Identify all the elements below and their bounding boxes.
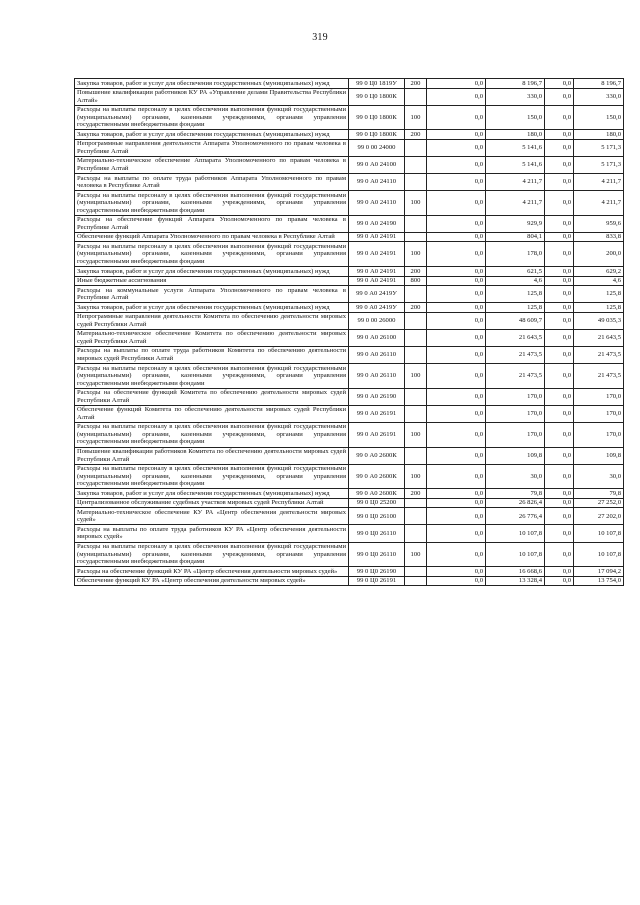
row-value-4-cell: 4,6: [574, 276, 624, 286]
row-value-1-cell: 0,0: [427, 346, 486, 363]
row-name-cell: Расходы на обеспечение функций КУ РА «Центр обеспечения деятельности мировых судей»: [75, 567, 349, 577]
row-value-1-cell: 0,0: [427, 232, 486, 242]
table-row: [75, 139, 624, 156]
row-expense-type-cell: 100: [405, 422, 427, 447]
table-row: [75, 364, 624, 389]
row-name-cell: Расходы на выплаты по оплате труда работников КУ РА «Центр обеспечения деятельности мировых судей»: [75, 525, 349, 542]
row-name-cell: Расходы на выплаты персоналу в целях обеспечения выполнения функций государственными (муниципальными) органами, казенными учреждениями, органами управления государственными внебюджетными фондами: [75, 105, 349, 130]
row-value-3-cell: 0,0: [545, 139, 574, 156]
row-name-cell: Иные бюджетные ассигнования: [75, 276, 349, 286]
row-code-cell: 99 0 Ц0 25200: [349, 498, 405, 508]
table-row: [75, 105, 624, 130]
table-row: [75, 464, 624, 489]
row-code-cell: 99 0 Ц0 1819У: [349, 79, 405, 89]
table-row: [75, 388, 624, 405]
row-expense-type-cell: [405, 215, 427, 232]
row-value-1-cell: 0,0: [427, 174, 486, 191]
row-expense-type-cell: 100: [405, 542, 427, 567]
row-value-1-cell: 0,0: [427, 464, 486, 489]
row-value-1-cell: 0,0: [427, 139, 486, 156]
table-row: [75, 267, 624, 277]
row-value-1-cell: 0,0: [427, 191, 486, 216]
row-value-4-cell: 125,8: [574, 303, 624, 313]
row-value-3-cell: 0,0: [545, 489, 574, 499]
row-code-cell: 99 0 А0 24100: [349, 156, 405, 173]
row-value-4-cell: 150,0: [574, 105, 624, 130]
row-code-cell: 99 0 Ц0 26110: [349, 542, 405, 567]
row-value-1-cell: 0,0: [427, 498, 486, 508]
row-expense-type-cell: 200: [405, 303, 427, 313]
table-row: [75, 130, 624, 140]
row-value-3-cell: 0,0: [545, 242, 574, 267]
row-value-4-cell: 109,8: [574, 447, 624, 464]
row-code-cell: 99 0 А0 26191: [349, 405, 405, 422]
row-expense-type-cell: 100: [405, 191, 427, 216]
row-name-cell: Закупка товаров, работ и услуг для обеспечения государственных (муниципальных) нужд: [75, 303, 349, 313]
row-value-3-cell: 0,0: [545, 232, 574, 242]
table-row: [75, 215, 624, 232]
row-name-cell: Расходы на выплаты персоналу в целях обеспечения выполнения функций государственными (муниципальными) органами, казенными учреждениями, органами управления государственными внебюджетными фондами: [75, 191, 349, 216]
row-value-1-cell: 0,0: [427, 525, 486, 542]
row-value-4-cell: 17 094,2: [574, 567, 624, 577]
row-value-1-cell: 0,0: [427, 242, 486, 267]
row-code-cell: 99 0 А0 24190: [349, 215, 405, 232]
row-value-4-cell: 629,2: [574, 267, 624, 277]
row-expense-type-cell: [405, 508, 427, 525]
row-value-3-cell: 0,0: [545, 508, 574, 525]
row-code-cell: 99 0 А0 2419У: [349, 286, 405, 303]
row-value-2-cell: 5 141,6: [486, 139, 545, 156]
row-value-1-cell: 0,0: [427, 267, 486, 277]
row-code-cell: 99 0 А0 24191: [349, 276, 405, 286]
row-name-cell: Непрограммные направления деятельности Комитета по обеспечению деятельности мировых судей Республики Алтай: [75, 312, 349, 329]
row-code-cell: 99 0 А0 26110: [349, 346, 405, 363]
row-value-3-cell: 0,0: [545, 174, 574, 191]
row-value-2-cell: 21 473,5: [486, 346, 545, 363]
table-row: [75, 286, 624, 303]
row-code-cell: 99 0 А0 2600К: [349, 447, 405, 464]
row-expense-type-cell: [405, 156, 427, 173]
budget-table: [74, 78, 624, 586]
row-value-3-cell: 0,0: [545, 156, 574, 173]
row-expense-type-cell: [405, 232, 427, 242]
row-value-4-cell: 13 754,0: [574, 576, 624, 586]
row-value-4-cell: 170,0: [574, 422, 624, 447]
row-name-cell: Материально-техническое обеспечение Комитета по обеспечению деятельности мировых судей Республики Алтай: [75, 329, 349, 346]
row-value-4-cell: 170,0: [574, 388, 624, 405]
row-expense-type-cell: [405, 174, 427, 191]
row-expense-type-cell: 100: [405, 242, 427, 267]
row-name-cell: Расходы на выплаты персоналу в целях обеспечения выполнения функций государственными (муниципальными) органами, казенными учреждениями, органами управления государственными внебюджетными фондами: [75, 422, 349, 447]
row-expense-type-cell: 100: [405, 105, 427, 130]
row-expense-type-cell: 200: [405, 79, 427, 89]
row-value-2-cell: 10 107,8: [486, 525, 545, 542]
table-row: [75, 329, 624, 346]
row-value-3-cell: 0,0: [545, 312, 574, 329]
table-row: [75, 156, 624, 173]
row-code-cell: 99 0 А0 2600К: [349, 464, 405, 489]
row-value-4-cell: 79,8: [574, 489, 624, 499]
row-name-cell: Материально-техническое обеспечение Аппарата Уполномоченного по правам человека в Республике Алтай: [75, 156, 349, 173]
row-code-cell: 99 0 А0 24110: [349, 174, 405, 191]
row-value-1-cell: 0,0: [427, 215, 486, 232]
row-value-2-cell: 180,0: [486, 130, 545, 140]
row-value-2-cell: 178,0: [486, 242, 545, 267]
table-row: [75, 447, 624, 464]
row-value-3-cell: 0,0: [545, 276, 574, 286]
row-value-2-cell: 16 668,6: [486, 567, 545, 577]
row-value-1-cell: 0,0: [427, 105, 486, 130]
row-code-cell: 99 0 Ц0 26190: [349, 567, 405, 577]
row-name-cell: Закупка товаров, работ и услуг для обеспечения государственных (муниципальных) нужд: [75, 489, 349, 499]
table-row: [75, 88, 624, 105]
row-expense-type-cell: 100: [405, 364, 427, 389]
row-value-4-cell: 27 202,0: [574, 508, 624, 525]
row-value-4-cell: 180,0: [574, 130, 624, 140]
row-value-2-cell: 170,0: [486, 388, 545, 405]
row-value-4-cell: 833,8: [574, 232, 624, 242]
row-value-4-cell: 10 107,8: [574, 525, 624, 542]
row-name-cell: Расходы на выплаты персоналу в целях обеспечения выполнения функций государственными (муниципальными) органами, казенными учреждениями, органами управления государственными внебюджетными фондами: [75, 242, 349, 267]
row-value-1-cell: 0,0: [427, 130, 486, 140]
row-code-cell: 99 0 А0 26100: [349, 329, 405, 346]
row-value-2-cell: 109,8: [486, 447, 545, 464]
row-value-2-cell: 929,9: [486, 215, 545, 232]
row-name-cell: Расходы на обеспечение функций Комитета по обеспечению деятельности мировых судей Республики Алтай: [75, 388, 349, 405]
row-expense-type-cell: 200: [405, 267, 427, 277]
row-value-3-cell: 0,0: [545, 464, 574, 489]
row-value-3-cell: 0,0: [545, 567, 574, 577]
row-value-3-cell: 0,0: [545, 191, 574, 216]
row-value-4-cell: 30,0: [574, 464, 624, 489]
table-row: [75, 346, 624, 363]
row-expense-type-cell: [405, 405, 427, 422]
row-value-2-cell: 21 473,5: [486, 364, 545, 389]
row-name-cell: Расходы на коммунальные услуги Аппарата Уполномоченного по правам человека в Республике Алтай: [75, 286, 349, 303]
row-name-cell: Расходы на выплаты персоналу в целях обеспечения выполнения функций государственными (муниципальными) органами, казенными учреждениями, органами управления государственными внебюджетными фондами: [75, 464, 349, 489]
row-value-3-cell: 0,0: [545, 346, 574, 363]
row-value-4-cell: 21 643,5: [574, 329, 624, 346]
row-name-cell: Закупка товаров, работ и услуг для обеспечения государственных (муниципальных) нужд: [75, 267, 349, 277]
row-expense-type-cell: [405, 312, 427, 329]
row-value-3-cell: 0,0: [545, 364, 574, 389]
row-code-cell: 99 0 00 24000: [349, 139, 405, 156]
row-name-cell: Расходы на выплаты по оплате труда работников Аппарата Уполномоченного по правам человека в Республике Алтай: [75, 174, 349, 191]
row-value-4-cell: 170,0: [574, 405, 624, 422]
row-expense-type-cell: [405, 139, 427, 156]
table-row: [75, 174, 624, 191]
row-code-cell: 99 0 А0 2419У: [349, 303, 405, 313]
row-value-4-cell: 49 035,3: [574, 312, 624, 329]
table-row: [75, 191, 624, 216]
row-value-2-cell: 13 328,4: [486, 576, 545, 586]
table-row: [75, 525, 624, 542]
row-code-cell: 99 0 Ц0 26191: [349, 576, 405, 586]
row-code-cell: 99 0 Ц0 1800К: [349, 130, 405, 140]
row-value-3-cell: 0,0: [545, 542, 574, 567]
row-name-cell: Повышение квалификации работников Комитета по обеспечению деятельности мировых судей Республики Алтай: [75, 447, 349, 464]
row-expense-type-cell: 200: [405, 489, 427, 499]
row-expense-type-cell: [405, 286, 427, 303]
row-value-2-cell: 4 211,7: [486, 174, 545, 191]
table-row: [75, 303, 624, 313]
row-code-cell: 99 0 Ц0 26110: [349, 525, 405, 542]
table-row: [75, 567, 624, 577]
row-value-1-cell: 0,0: [427, 508, 486, 525]
row-value-3-cell: 0,0: [545, 215, 574, 232]
row-value-4-cell: 5 171,3: [574, 139, 624, 156]
row-value-3-cell: 0,0: [545, 88, 574, 105]
table-row: [75, 79, 624, 89]
row-value-4-cell: 10 107,8: [574, 542, 624, 567]
row-code-cell: 99 0 А0 2600К: [349, 489, 405, 499]
row-code-cell: 99 0 Ц0 1800К: [349, 105, 405, 130]
row-value-2-cell: 330,0: [486, 88, 545, 105]
row-value-1-cell: 0,0: [427, 156, 486, 173]
row-name-cell: Обеспечение функций КУ РА «Центр обеспечения деятельности мировых судей»: [75, 576, 349, 586]
table-row: [75, 498, 624, 508]
row-code-cell: 99 0 А0 24191: [349, 267, 405, 277]
row-expense-type-cell: [405, 525, 427, 542]
row-value-1-cell: 0,0: [427, 576, 486, 586]
table-row: [75, 242, 624, 267]
row-name-cell: Централизованное обслуживание судебных участков мировых судей Республики Алтай: [75, 498, 349, 508]
page-number: 319: [312, 32, 328, 43]
row-value-3-cell: 0,0: [545, 303, 574, 313]
row-value-1-cell: 0,0: [427, 329, 486, 346]
row-value-1-cell: 0,0: [427, 364, 486, 389]
row-expense-type-cell: [405, 567, 427, 577]
row-code-cell: 99 0 А0 24110: [349, 191, 405, 216]
row-value-3-cell: 0,0: [545, 388, 574, 405]
row-name-cell: Расходы на выплаты персоналу в целях обеспечения выполнения функций государственными (муниципальными) органами, казенными учреждениями, органами управления государственными внебюджетными фондами: [75, 542, 349, 567]
row-name-cell: Непрограммные направления деятельности Аппарата Уполномоченного по правам человека в Республике Алтай: [75, 139, 349, 156]
table-row: [75, 542, 624, 567]
row-value-3-cell: 0,0: [545, 267, 574, 277]
row-value-2-cell: 79,8: [486, 489, 545, 499]
row-name-cell: Материально-техническое обеспечение КУ РА «Центр обеспечения деятельности мировых судей»: [75, 508, 349, 525]
row-value-2-cell: 621,5: [486, 267, 545, 277]
row-value-3-cell: 0,0: [545, 525, 574, 542]
row-expense-type-cell: [405, 329, 427, 346]
row-value-4-cell: 21 473,5: [574, 346, 624, 363]
row-value-3-cell: 0,0: [545, 576, 574, 586]
row-value-2-cell: 26 826,4: [486, 498, 545, 508]
row-code-cell: 99 0 А0 24191: [349, 232, 405, 242]
row-value-2-cell: 804,1: [486, 232, 545, 242]
row-value-3-cell: 0,0: [545, 498, 574, 508]
row-value-4-cell: 4 211,7: [574, 191, 624, 216]
row-code-cell: 99 0 А0 26110: [349, 364, 405, 389]
row-value-2-cell: 30,0: [486, 464, 545, 489]
row-value-4-cell: 330,0: [574, 88, 624, 105]
row-value-1-cell: 0,0: [427, 489, 486, 499]
row-value-1-cell: 0,0: [427, 447, 486, 464]
row-value-4-cell: 200,0: [574, 242, 624, 267]
row-code-cell: 99 0 00 26000: [349, 312, 405, 329]
row-name-cell: Закупка товаров, работ и услуг для обеспечения государственных (муниципальных) нужд: [75, 79, 349, 89]
row-expense-type-cell: [405, 447, 427, 464]
table-row: [75, 232, 624, 242]
table-row: [75, 508, 624, 525]
row-expense-type-cell: [405, 498, 427, 508]
row-value-3-cell: 0,0: [545, 329, 574, 346]
row-value-3-cell: 0,0: [545, 130, 574, 140]
row-value-2-cell: 26 776,4: [486, 508, 545, 525]
row-value-1-cell: 0,0: [427, 79, 486, 89]
row-code-cell: 99 0 А0 24191: [349, 242, 405, 267]
row-value-2-cell: 125,8: [486, 303, 545, 313]
row-expense-type-cell: 200: [405, 130, 427, 140]
row-value-2-cell: 170,0: [486, 405, 545, 422]
row-expense-type-cell: 100: [405, 464, 427, 489]
row-value-4-cell: 27 252,0: [574, 498, 624, 508]
row-value-1-cell: 0,0: [427, 388, 486, 405]
row-code-cell: 99 0 Ц0 1800К: [349, 88, 405, 105]
row-value-3-cell: 0,0: [545, 447, 574, 464]
row-value-1-cell: 0,0: [427, 88, 486, 105]
row-value-3-cell: 0,0: [545, 405, 574, 422]
row-code-cell: 99 0 Ц0 26100: [349, 508, 405, 525]
row-value-1-cell: 0,0: [427, 286, 486, 303]
table-row: [75, 489, 624, 499]
row-value-1-cell: 0,0: [427, 567, 486, 577]
row-name-cell: Обеспечение функций Аппарата Уполномоченного по правам человека в Республике Алтай: [75, 232, 349, 242]
row-code-cell: 99 0 А0 26191: [349, 422, 405, 447]
row-value-4-cell: 959,6: [574, 215, 624, 232]
row-expense-type-cell: [405, 88, 427, 105]
row-value-2-cell: 5 141,6: [486, 156, 545, 173]
row-name-cell: Обеспечение функций Комитета по обеспечению деятельности мировых судей Республики Алтай: [75, 405, 349, 422]
row-name-cell: Расходы на выплаты по оплате труда работников Комитета по обеспечению деятельности мировых судей Республики Алтай: [75, 346, 349, 363]
row-name-cell: Расходы на выплаты персоналу в целях обеспечения выполнения функций государственными (муниципальными) органами, казенными учреждениями, органами управления государственными внебюджетными фондами: [75, 364, 349, 389]
row-value-2-cell: 4 211,7: [486, 191, 545, 216]
row-value-2-cell: 21 643,5: [486, 329, 545, 346]
row-name-cell: Закупка товаров, работ и услуг для обеспечения государственных (муниципальных) нужд: [75, 130, 349, 140]
table-row: [75, 422, 624, 447]
row-value-4-cell: 5 171,3: [574, 156, 624, 173]
row-value-3-cell: 0,0: [545, 422, 574, 447]
row-value-1-cell: 0,0: [427, 405, 486, 422]
row-value-3-cell: 0,0: [545, 105, 574, 130]
row-value-2-cell: 170,0: [486, 422, 545, 447]
row-value-1-cell: 0,0: [427, 542, 486, 567]
row-value-3-cell: 0,0: [545, 79, 574, 89]
row-expense-type-cell: [405, 388, 427, 405]
row-expense-type-cell: 800: [405, 276, 427, 286]
row-value-2-cell: 10 107,8: [486, 542, 545, 567]
row-value-4-cell: 4 211,7: [574, 174, 624, 191]
table-row: [75, 312, 624, 329]
row-value-1-cell: 0,0: [427, 276, 486, 286]
table-row: [75, 405, 624, 422]
row-value-2-cell: 8 196,7: [486, 79, 545, 89]
row-value-2-cell: 125,8: [486, 286, 545, 303]
table-row: [75, 576, 624, 586]
table-row: [75, 276, 624, 286]
row-value-1-cell: 0,0: [427, 422, 486, 447]
row-expense-type-cell: [405, 346, 427, 363]
row-value-2-cell: 4,6: [486, 276, 545, 286]
row-value-2-cell: 48 609,7: [486, 312, 545, 329]
row-code-cell: 99 0 А0 26190: [349, 388, 405, 405]
row-value-1-cell: 0,0: [427, 312, 486, 329]
row-value-1-cell: 0,0: [427, 303, 486, 313]
row-value-3-cell: 0,0: [545, 286, 574, 303]
row-value-2-cell: 150,0: [486, 105, 545, 130]
row-value-4-cell: 125,8: [574, 286, 624, 303]
row-value-4-cell: 21 473,5: [574, 364, 624, 389]
row-value-4-cell: 8 196,7: [574, 79, 624, 89]
row-name-cell: Расходы на обеспечение функций Аппарата Уполномоченного по правам человека в Республике Алтай: [75, 215, 349, 232]
row-expense-type-cell: [405, 576, 427, 586]
budget-table-body: [75, 79, 624, 586]
row-name-cell: Повышение квалификации работников КУ РА «Управление делами Правительства Республики Алтай»: [75, 88, 349, 105]
